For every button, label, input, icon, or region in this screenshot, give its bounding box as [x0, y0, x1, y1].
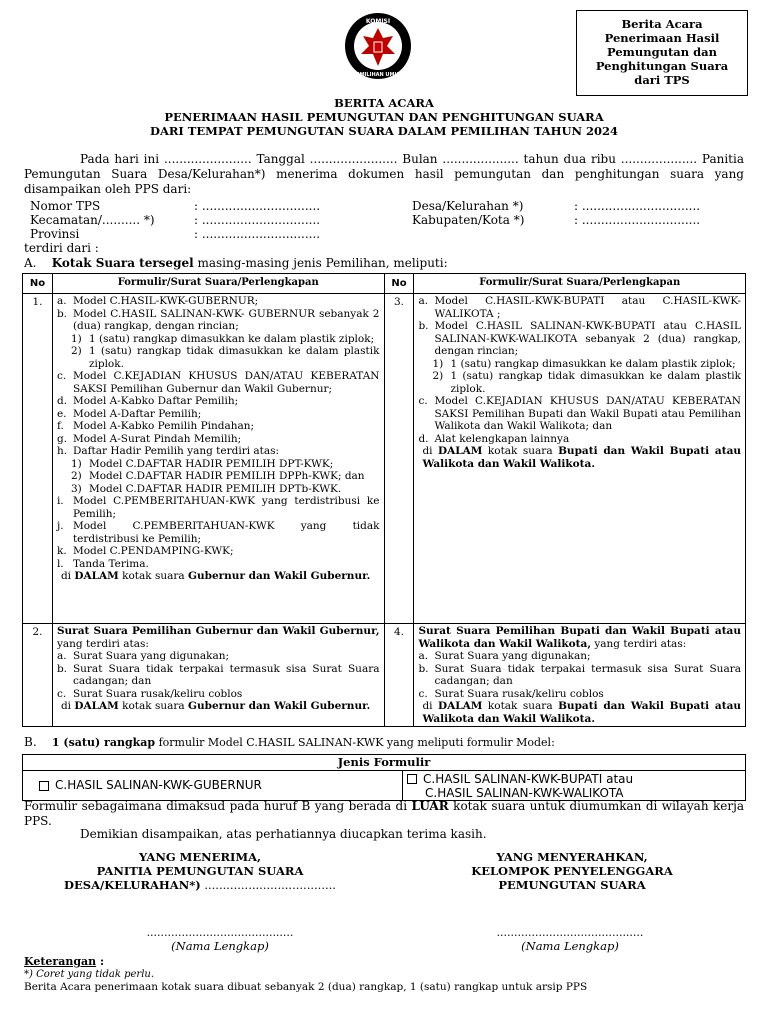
- list-item: h. Daftar Hadir Pemilih yang terdiri atas:: [56, 445, 280, 457]
- section-b-bold: 1 (satu) rangkap: [51, 736, 156, 749]
- row-number: 3.: [384, 294, 414, 624]
- section-b-rest: formulir Model C.HASIL SALINAN-KWK yang meliputi formulir Model:: [155, 736, 555, 749]
- gubernur-option-label: C.HASIL SALINAN-KWK-GUBERNUR: [55, 778, 262, 792]
- list-item: b. Surat Suara tidak terpakai termasuk sisa Surat Suara cadangan; dan: [418, 662, 741, 687]
- giver-name-hint: (Nama Lengkap): [521, 939, 619, 953]
- ballots-heading: Surat Suara Pemilihan Bupati dan Wakil Bupati atau Walikota dan Wakil Walikota, yang terdiri atas:: [418, 625, 741, 650]
- desa-label: Desa/Kelurahan *): [412, 199, 524, 213]
- section-b-marker: B.: [24, 735, 37, 749]
- list-item: 1) 1 (satu) rangkap dimasukkan ke dalam plastik ziplok;: [70, 332, 375, 345]
- list-item: 2) 1 (satu) rangkap tidak dimasukkan ke dalam plastik ziplok.: [432, 370, 741, 395]
- row-number: 2.: [23, 624, 53, 727]
- list-item: c. Surat Suara rusak/keliru coblos: [418, 687, 604, 700]
- section-b-heading: [24, 735, 555, 750]
- kecamatan-label: Kecamatan/.......... *): [30, 213, 155, 227]
- gubernur-form-option: [23, 771, 403, 801]
- corner-line-2: Penerimaan Hasil: [604, 31, 720, 45]
- list-item: 2) Model C.DAFTAR HADIR PEMILIH DPPh-KWK; dan: [70, 470, 365, 482]
- list-item: a. Model C.HASIL-KWK-BUPATI atau C.HASIL-KWK-WALIKOTA ;: [418, 295, 741, 320]
- section-a-bold: Kotak Suara tersegel: [51, 256, 194, 270]
- list-item: c. Model C.KEJADIAN KHUSUS DAN/ATAU KEBERATAN SAKSI Pemilihan Gubernur dan Wakil Gubernur;: [56, 370, 380, 395]
- logo-bottom-text: PEMILIHAN UMUM: [352, 72, 404, 78]
- list-item: j. Model C.PEMBERITAHUAN-KWK yang tidak terdistribusi ke Pemilih;: [56, 520, 380, 545]
- list-item: a. Surat Suara yang digunakan;: [418, 650, 591, 662]
- provinsi-label: Provinsi: [30, 227, 80, 241]
- kecamatan-value: : ...............................: [194, 213, 321, 227]
- note-1: *) Coret yang tidak perlu.: [24, 969, 155, 980]
- provinsi-value: : ...............................: [194, 227, 321, 241]
- title-line-2: PENERIMAAN HASIL PEMUNGUTAN DAN PENGHITUNGAN SUARA: [164, 110, 604, 124]
- section-a-marker: A.: [24, 256, 37, 270]
- section-a-heading: [24, 256, 448, 270]
- list-item: l. Tanda Terima.: [56, 557, 149, 570]
- list-item: 1) 1 (satu) rangkap dimasukkan ke dalam plastik ziplok;: [432, 357, 736, 370]
- jenis-formulir-header: Jenis Formulir: [23, 755, 746, 771]
- table-row: [23, 294, 746, 624]
- header-no-right: No: [384, 274, 414, 294]
- corner-line-4: Penghitungan Suara: [595, 59, 729, 73]
- intro-paragraph: Pada hari ini ....................... Tanggal ....................... Bulan .................... tahun dua ribu .................... Panitia Pemungutan Suara Desa/Kelurahan*) menerima dokumen hasil pemungutan dan penghitungan suara yang disampaikan oleh PPS dari:: [24, 152, 744, 196]
- kpu-logo: [343, 10, 413, 82]
- corner-line-3: Pemungutan dan: [607, 45, 717, 59]
- closing-sentence: Demikian disampaikan, atas perhatiannya diucapkan terima kasih.: [80, 827, 487, 841]
- receiver-line-2: PANITIA PEMUNGUTAN SUARA: [96, 864, 304, 878]
- giver-signature-line: ..........................................: [496, 926, 644, 939]
- table-header-row: [23, 274, 746, 294]
- document-title: [40, 96, 728, 138]
- box-closing: di DALAM kotak suara Bupati dan Wakil Bupati atau Walikota dan Wakil Walikota.: [422, 445, 742, 470]
- formulir-paragraph: Formulir sebagaimana dimaksud pada huruf B yang berada di LUAR kotak suara untuk diumumkan di wilayah kerja PPS.: [24, 799, 745, 828]
- list-item: 3) Model C.DAFTAR HADIR PEMILIH DPTb-KWK.: [70, 482, 342, 495]
- desa-value: : ...............................: [574, 199, 701, 213]
- giver-signature-block: [412, 850, 732, 892]
- nomor-tps-label: Nomor TPS: [30, 199, 101, 213]
- note-2: Berita Acara penerimaan kotak suara dibuat sebanyak 2 (dua) rangkap, 1 (satu) rangkap untuk arsip PPS: [24, 981, 588, 993]
- giver-line-2: KELOMPOK PENYELENGGARA: [471, 864, 673, 878]
- giver-line-3: PEMUNGUTAN SUARA: [498, 878, 646, 892]
- list-item: g. Model A-Surat Pindah Memilih;: [56, 432, 242, 445]
- section-a-rest: masing-masing jenis Pemilihan, meliputi:: [197, 256, 448, 270]
- receiver-line-3: DESA/KELURAHAN*) ....................................: [64, 878, 336, 892]
- list-item: e. Model A-Daftar Pemilih;: [56, 407, 202, 420]
- list-item: c. Model C.KEJADIAN KHUSUS DAN/ATAU KEBERATAN SAKSI Pemilihan Bupati dan Wakil Bupati atau Pemilihan Walikota dan Wakil Walikota; dan: [418, 395, 741, 432]
- gubernur-box-contents: [52, 294, 384, 624]
- receiver-line-1: YANG MENERIMA,: [138, 850, 262, 864]
- row-number: 4.: [384, 624, 414, 727]
- notes-heading: Keterangan :: [24, 955, 105, 968]
- bupati-option-label-1: C.HASIL SALINAN-KWK-BUPATI atau: [423, 771, 634, 786]
- ballots-heading: Surat Suara Pemilihan Gubernur dan Wakil Gubernur, yang terdiri atas:: [56, 625, 380, 650]
- list-item: b. Surat Suara tidak terpakai termasuk sisa Surat Suara cadangan; dan: [56, 662, 380, 687]
- title-line-3: DARI TEMPAT PEMUNGUTAN SUARA DALAM PEMILIHAN TAHUN 2024: [149, 124, 619, 138]
- bupati-box-contents: [414, 294, 746, 624]
- kabupaten-label: Kabupaten/Kota *): [412, 213, 525, 227]
- documents-table: [22, 273, 746, 727]
- box-closing: di DALAM kotak suara Gubernur dan Wakil Gubernur.: [60, 700, 371, 712]
- receiver-signature-block: [40, 850, 360, 892]
- list-item: f. Model A-Kabko Pemilih Pindahan;: [56, 420, 255, 432]
- header-form-left: Formulir/Surat Suara/Perlengkapan: [52, 274, 384, 294]
- corner-line-1: Berita Acara: [621, 17, 703, 31]
- list-item: c. Surat Suara rusak/keliru coblos: [56, 687, 243, 700]
- jenis-formulir-table: [22, 754, 746, 801]
- terdiri-dari: terdiri dari :: [24, 241, 99, 255]
- bupati-option-label-2: C.HASIL SALINAN-KWK-WALIKOTA: [425, 785, 624, 800]
- header-no-left: No: [23, 274, 53, 294]
- list-item: k. Model C.PENDAMPING-KWK;: [56, 545, 234, 557]
- list-item: d. Model A-Kabko Daftar Pemilih;: [56, 395, 239, 407]
- list-item: b. Model C.HASIL SALINAN-KWK-BUPATI atau C.HASIL SALINAN-KWK-WALIKOTA sebanyak 2 (dua) rangkap, dengan rincian;: [418, 320, 741, 357]
- list-item: a. Model C.HASIL-KWK-GUBERNUR;: [56, 295, 259, 307]
- row-number: 1.: [23, 294, 53, 624]
- list-item: i. Model C.PEMBERITAHUAN-KWK yang terdistribusi ke Pemilih;: [56, 495, 380, 520]
- gubernur-checkbox[interactable]: [39, 781, 49, 791]
- receiver-signature-line: ..........................................: [146, 926, 294, 939]
- list-item: 2) 1 (satu) rangkap tidak dimasukkan ke dalam plastik ziplok.: [70, 345, 380, 370]
- receiver-name-hint: (Nama Lengkap): [171, 939, 269, 953]
- header-form-right: Formulir/Surat Suara/Perlengkapan: [414, 274, 746, 294]
- list-item: d. Alat kelengkapan lainnya: [418, 432, 570, 445]
- corner-line-5: dari TPS: [634, 73, 690, 87]
- box-closing: di DALAM kotak suara Bupati dan Wakil Bupati atau Walikota dan Wakil Walikota.: [422, 700, 742, 725]
- list-item: a. Surat Suara yang digunakan;: [56, 650, 230, 662]
- bupati-ballots-contents: [414, 624, 746, 727]
- giver-line-1: YANG MENYERAHKAN,: [496, 850, 648, 864]
- document-type-box: [576, 10, 748, 96]
- intro-section: [24, 152, 744, 197]
- table-row: [23, 624, 746, 727]
- gubernur-ballots-contents: [52, 624, 384, 727]
- title-line-1: BERITA ACARA: [334, 96, 434, 110]
- logo-top-text: KOMISI: [365, 18, 391, 25]
- bupati-form-option: [403, 771, 746, 801]
- list-item: b. Model C.HASIL SALINAN-KWK- GUBERNUR sebanyak 2 (dua) rangkap, dengan rincian;: [56, 307, 380, 332]
- nomor-tps-value: : ...............................: [194, 199, 321, 213]
- list-item: 1) Model C.DAFTAR HADIR PEMILIH DPT-KWK;: [70, 457, 334, 470]
- kabupaten-value: : ...............................: [574, 213, 701, 227]
- notes-section: [24, 955, 744, 994]
- bupati-checkbox[interactable]: [407, 774, 417, 784]
- box-closing: di DALAM kotak suara Gubernur dan Wakil Gubernur.: [60, 570, 371, 582]
